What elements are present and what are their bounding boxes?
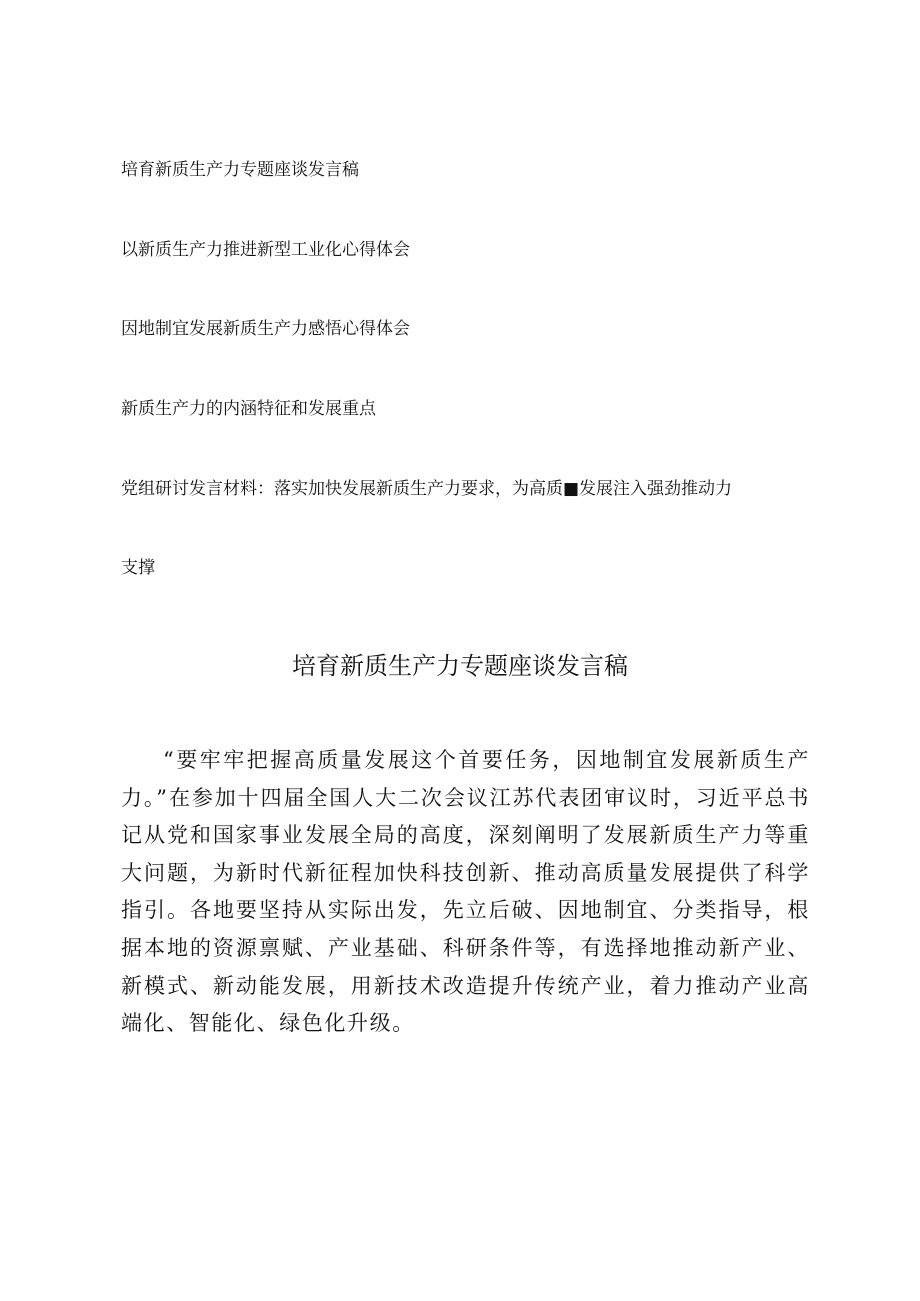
toc-item-3[interactable]: 因地制宜发展新质生产力感悟心得体会 <box>121 319 410 339</box>
toc-item-4[interactable]: 新质生产力的内涵特征和发展重点 <box>121 399 376 419</box>
article-paragraph: “要牢牢把握高质量发展这个首要任务，因地制宜发展新质生产力。”在参加十四届全国人大二次会议江苏代表团审议时，习近平总书记从党和国家事业发展全局的高度，深刻阐明了发展新质生产力等重大问题，为新时代新征程加快科技创新、推动高质量发展提供了科学指引。各地要坚持从实际出发，先立后破、因地制宜、分类指导，根据本地的资源禀赋、产业基础、科研条件等，有选择地推动新产业、新模式、新动能发展，用新技术改造提升传统产业，着力推动产业高端化、智能化、绿色化升级。 <box>121 748 810 1036</box>
toc-item-5-continued[interactable]: 支撑 <box>121 558 155 578</box>
article-title: 培育新质生产力专题座谈发言稿 <box>292 652 628 680</box>
toc-item-2[interactable]: 以新质生产力推进新型工业化心得体会 <box>121 240 410 260</box>
toc-item-1[interactable]: 培育新质生产力专题座谈发言稿 <box>121 160 359 180</box>
toc-item-5[interactable]: 党组研讨发言材料：落实加快发展新质生产力要求，为高质■发展注入强劲推动力 <box>121 479 733 499</box>
